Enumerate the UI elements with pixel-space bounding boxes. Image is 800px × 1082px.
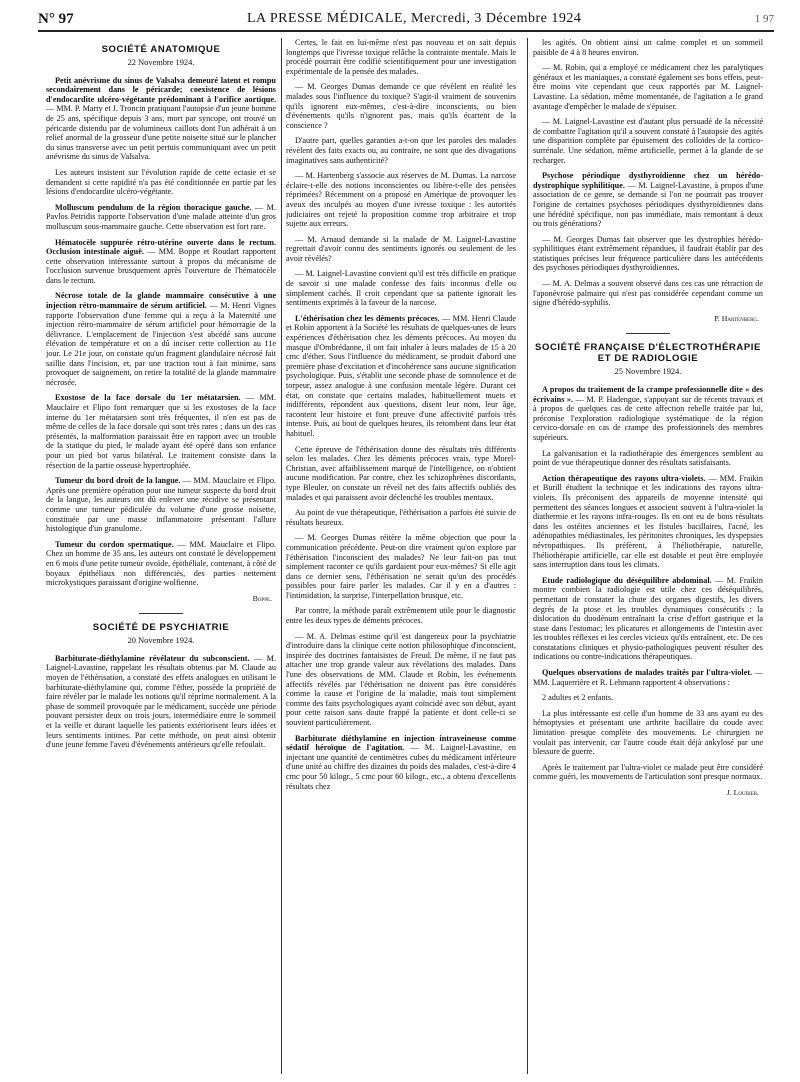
page-header <box>38 8 774 32</box>
paragraph: — M. Hartenberg s'associe aux réserves de M. Dumas. La narcose éclaire-t-elle des notions inconscientes ou libère-t-elle des pensées réprimées? Récemment on a proposé en Amérique de provoquer les aveux des inculpés au moyen d'une ivresse toxique : les autorités judiciaires ont rejeté la proposition comme trop arbitraire et trop sujette aux erreurs. <box>286 171 516 229</box>
issue-number: N° 97 <box>38 10 74 27</box>
paragraph: — M. Robin, qui a employé ce médicament chez les paralytiques généraux et les maniaques, a constaté également ses bons effets, peut-être moins vite cependant que ceux rapportés par M. Laignel-Lavastine. La sédation, même momentanée, de l'agitation a le grand avantage d'empêcher le malade de s'épuiser. <box>533 63 763 111</box>
section-separator <box>139 613 183 614</box>
article-body: — MM. Boppe et Roudart rapportent cette observation intéressante surtout à propos du mécanisme de l'occlusion survenue brusquement après l'ouverture de l'hématocèle dans le rectum. <box>46 247 276 285</box>
paragraph: Par contre, la méthode paraît extrêmement utile pour le diagnostic entre les deux types de déments précoces. <box>286 606 516 626</box>
article-title: A propos du traitement de la crampe professionnelle dite « des écrivains ». <box>533 385 763 404</box>
article-body: — M. Laignel-Lavastine, en injectant une quantité de centimètres cubes du médicament inférieure d'une unité au chiffre des dizaines du poids des malades, c'est-à-dire 4 cmc pour 50 kilogr., 5 cmc pour 60 kilogr., etc., a obtenu d'excellents résultats chez <box>286 743 516 791</box>
article <box>533 668 763 687</box>
session-date: 25 Novembre 1924. <box>614 367 682 377</box>
article-title: Petit anévrisme du sinus de Valsalva demeuré latent et rompu secondairement dans le péricarde; coexistence de lésions d'endocardite ulcéro-végétante prédominant à l'orifice aortique. <box>46 75 276 104</box>
paragraph: — M. Georges Dumas demande ce que révèlent en réalité les malades sous l'influence du toxique? S'agit-il vraiment de souvenirs qu'ils ignorent eux-mêmes, c'est-à-dire inconscients, ou bien d'événements qu'ils n'ignorent pas, mais qu'ils écartent de la conscience ? <box>286 82 516 130</box>
column-3 <box>533 38 763 1074</box>
article <box>46 540 276 588</box>
article-body: — MM. Fraikin et Burill étudient la technique et les indications des rayons ultra-violets. Ils préconisent des appareils de moyenne intensité qui permettent des séances longues et associent souvent à l'ultra-violet la diathermie et les rayons infra-rouges. Ils en ont eu de bons résultats dans les ostéites anciennes et les fistules bacillaires, l'acné, les adénopathies médiastinales, les péritonites chroniques, les dyspepsies névropathiques. Ils préfèrent, à l'héliothérapie, naturelle, l'héliothérapie artificielle, car elle est dosable et peut être employée sans interruption dans tous les climats. <box>533 473 763 570</box>
paragraph: — M. Arnaud demande si la malade de M. Laignel-Lavastine regrettait d'avoir connu des sentiments ignorés ou seulement de les avoir révélés? <box>286 234 516 263</box>
article <box>286 734 516 792</box>
signature: P. Hartenberg. <box>714 313 759 323</box>
paragraph: Au point de vue thérapeutique, l'éthérisation a parfois été suivie de résultats heureux. <box>286 508 516 527</box>
section-separator <box>626 333 670 334</box>
paragraph: — M. Laignel-Lavastine est d'autant plus persuadé de la nécessité de combattre l'agitation qu'il a souvent constaté à l'autopsie des agités une disparition complète par épuisement des colloïdes de la cortico-surrénale. Une sédation, même artificielle, permet à la glande de se recharger. <box>533 117 763 165</box>
paragraph: — M. Laignel-Lavastine convient qu'il est très difficile en pratique de savoir si une malade confesse des faits inconnus d'elle ou simplement cachés. Il croit cependant que sa patiente ignorait les sentiments exprimés à la faveur de la narcose. <box>286 269 516 308</box>
paragraph: La plus intéressante est celle d'un homme de 33 ans ayant eu des hémoptysies et présentant une arthrite bacillaire du coude avec limitation presque complète des mouvements. Le chirurgien ne voulait pas intervenir, car l'autre coude était déjà ankylosé par une blessure de guerre. <box>533 708 763 757</box>
article-title: Barbiturate diéthylamine en injection intraveineuse comme sédatif héroïque de l'agitation. <box>286 733 516 753</box>
article-body: — M. Fraikin montre combien la radiologie est utile chez ces déséquilibrés, permettant de constater la chute des organes digestifs, les divers degrés de la ptose et les troubles dynamiques consécutifs : la dislocation du duodénum entraînant la crise d'effort gastrique et la stase dans l'estomac; les plicatures et allongements de l'intestin avec les troubles réflexes et les cercles vicieux qu'ils entraînent, etc. De ces constatations cliniques et physio-pathologiques peuvent résulter des indications ou contre-indications thérapeutiques. <box>533 575 763 662</box>
article-title: Molluscum pendulum de la région thoracique gauche. <box>55 202 252 212</box>
signature: Boppe. <box>252 593 272 603</box>
article-title: Nécrose totale de la glande mammaire consécutive à une injection rétro-mammaire de sérum artificiel. <box>46 291 276 311</box>
article-title: Etude radiologique du déséquilibre abdominal. <box>542 575 712 585</box>
article-body: — M. Pavlos Petridis rapporte l'observation d'une malade atteinte d'un gros molluscum sous-mammaire gauche. Cette observation est fort rare. <box>46 202 276 231</box>
article-body: — MM. Laquerrière et R. Lehmann rapportent 4 observations : <box>533 668 763 687</box>
article-body: — M. Laignel-Lavastine, rappelant les résultats obtenus par M. Claude au moyen de l'éthérisation, a constaté des effets analogues en utilisant le barbiturate-diéthylamine qui, comme l'éther, possède la propriété de faire révéler par le malade les notions qu'il réprime normalement. A la phase de sommeil provoquée par le médicament, succède une période pouvant persister deux ou trois jours, intermédiaire entre le sommeil et la veille et durant laquelle les patients extériorisent leurs idées et leurs sentiments intimes. Par cette méthode, on peut ainsi obtenir d'une jeune femme l'aveu d'événements antérieurs qu'elle refoulait. <box>46 653 276 750</box>
article-body: — MM. Mauclaire et Flipo. Chez un homme de 35 ans, les auteurs ont constaté le développement en 6 mois d'une petite tumeur ovoïde, épithéliale, contenant, à côté de boyaux épithéliaux non différenciés, des parties nettement microkystiques paraissant d'origine wolfienne. <box>46 539 276 588</box>
article <box>46 238 276 286</box>
article-title: Action thérapeutique des rayons ultra-violets. <box>542 473 706 483</box>
article-title: Tumeur du bord droit de la langue. <box>55 476 181 486</box>
article-body: — M. P. Hadengue, s'appuyant sur de récents travaux et à propos de quelques cas de cette affection rebelle traitée par lui, préconise l'exploration radiologique systématique de la région cervico-dorsale en cas de crampe des professionnels des membres supérieurs. <box>533 394 763 442</box>
article <box>533 385 763 443</box>
page-number: 1 97 <box>754 13 774 25</box>
article <box>286 314 516 439</box>
article <box>46 203 276 232</box>
article-body: — MM. Mauclaire et Flipo. Après une première opération pour une tumeur suspecte du bord droit de la langue, les auteurs ont dû enlever une récidive se présentant comme une tumeur pédiculée du volume d'une grosse noisette, constituée par une masse inflammatoire présentant l'allure histologique d'un granulome. <box>46 476 276 534</box>
article <box>533 474 763 570</box>
paragraph: Certes, le fait en lui-même n'est pas nouveau et on sait depuis longtemps que l'ivresse toxique relâche la contrainte mentale. Mais le procédé pourrait être codifié scientifiquement pour une investigation expérimentale de la pensée des malades. <box>286 38 516 76</box>
paragraph: Cette épreuve de l'éthérisation donne des résultats très différents selon les malades. Chez les déments précoces vrais, type Morel-Christian, avec affaiblissement marqué de l'intelligence, on n'obtient aucune modification. Par contre, chez les schizophrènes discordants, type Bleuler, on constate un réveil net des faits affectifs oubliés des malades et qui paraissent avoir déclenché les troubles mentaux. <box>286 444 516 502</box>
column-1 <box>46 38 276 1074</box>
article-title: Tumeur du cordon spermatique. <box>55 539 174 549</box>
article-title: L'éthérisation chez les déments précoces. <box>295 313 440 323</box>
column-rule <box>281 38 282 1074</box>
paragraph: — M. A. Delmas estime qu'il est dangereux pour la psychiatrie d'introduire dans la clinique cette notion philosophique d'inconscient, inspirée des doctrines fantaisistes de Freud. De même, il ne faut pas attacher une trop grande valeur aux révélations des malades. Dans l'une des observations de MM. Claude et Robin, les événements affectifs révélés par l'éthérisation ne doivent pas être considérés comme la cause et l'origine de la maladie, mais tout simplement comme des faits psychologiques ayant coïncidé avec son début, ayant pour cette raison sans doute frappé la patiente et dont celle-ci se souvient particulièrement. <box>286 631 516 727</box>
article-title: Exostose de la face dorsale du 1er métatarsien. <box>55 393 241 403</box>
paragraph: les agités. On obtient ainsi un calme complet et un sommeil paisible de 4 à 8 heures environ. <box>533 38 763 57</box>
society-heading: SOCIÉTÉ ANATOMIQUE <box>101 44 221 55</box>
column-2 <box>286 38 516 1074</box>
article-title: Hématocèle suppurée rétro-utérine ouverte dans le rectum. Occlusion intestinale aiguë. <box>46 237 276 257</box>
article-body: — M. Henri Vignes rapporte l'observation d'une femme qui a reçu à la Maternité une injection rétro-mammaire de sérum artificiel pour hémorragie de la délivrance. L'emplacement de l'injection s'est abcédé sans aucune élévation de température et on a dû inciser cette collection au 11e jour. Le 21e jour, on constate qu'un fragment glandulaire nécrosé fait saillie dans l'incision, et, par une traction tout à fait minime, sans provoquer de saignement, on retire la totalité de la glande mammaire nécrosée. <box>46 301 276 387</box>
paragraph: 2 adultes et 2 enfants. <box>542 693 614 703</box>
article-title: Barbiturate-diéthylamine révélateur du subconscient. <box>55 653 250 663</box>
paragraph: Les auteurs insistent sur l'évolution rapide de cette ectasie et se demandent si cette rapidité n'a pas été conditionnée en partie par les lésions d'endocardite ulcéro-végétante. <box>46 167 276 197</box>
article <box>46 76 276 162</box>
signature: J. Loubier. <box>726 788 759 797</box>
article <box>533 171 763 229</box>
session-date: 20 Novembre 1924. <box>127 636 195 646</box>
article <box>46 291 276 387</box>
paragraph: Après le traitement par l'ultra-violet ce malade peut être considéré comme guéri, les mouvements de l'articulation sont presque normaux. <box>533 762 763 782</box>
session-date: 22 Novembre 1924. <box>127 58 195 67</box>
journal-title: LA PRESSE MÉDICALE, Mercredi, 3 Décembre 1924 <box>247 11 582 26</box>
article-body: — MM. P. Marty et J. Troncin pratiquant l'autopsie d'un jeune homme de 25 ans, spécifique depuis 3 ans, mort par syncope, ont trouvé un péricarde distendu par de volumineux caillots dont l'un adhérait à un relief anormal de la grosseur d'une petite noisette situé sur le plancher du sinus transverse avec un petit pertuis communiquant avec un petit anévrisme du sinus de Valsalva. <box>46 104 276 162</box>
article-body: — MM. Henri Claude et Robin apportent à la Société les résultats de quelques-unes de leurs expériences d'éthérisation chez les déments précoces. Au moyen du masque d'Ombrédanne, il ont fait inhaler à leurs malades de 15 à 20 cmc d'éther. Sous l'influence du médicament, se produit d'abord une première phase d'excitation et d'incohérence sans aucune signification psychologique. Puis, s'établit une seconde phase de somnolence et de torpeur, assez analogue à une confusion mentale légère. Durant cet état, on constate que certains malades, habituellement muets et indifférents, répondent aux questions, disent leur nom, leur âge, racontent leur histoire et font preuve d'une affectivité parfois très intense. Puis, au bout de quelques heures, ils retombent dans leur état habituel. <box>286 313 516 438</box>
article <box>533 576 763 662</box>
paragraph: D'autre part, quelles garanties a-t-on que les paroles des malades révèlent des faits exacts ou, au contraire, ne sont que des divagations imaginatives sans authenticité? <box>286 136 516 165</box>
article <box>46 393 276 470</box>
article-body: — MM. Mauclaire et Flipo font remarquer que si les exostoses de la face interne du 1er métatarsien sont très fréquentes, il n'en est pas de même de celles de la face dorsale qui sont très rares ; dans un des cas présentés, la malformation paraissait être en rapport avec un trouble de la statique du pied, le malade ayant été opéré dans son enfance pour un pied bot varus bilatéral. Le traitement consiste dans la résection de la partie osseuse hypertrophiée. <box>46 393 276 470</box>
paragraph: — M. Georges Dumas fait observer que les dystrophies hérédo-syphilitiques étant extrêmement répandues, il faudrait établir par des statistiques précises leur fréquence particulière dans les antécédents des psychoses périodiques dysthyroïdiennes. <box>533 234 763 273</box>
paragraph: — M. Georges Dumas réitère la même objection que pour la communication précédente. Peut-on dire vraiment qu'on explore par l'éthérisation l'inconscient des malades? Ne leur fait-on pas tout simplement raconter ce qu'ils gardaient pour eux-mêmes? Si elle agit dans ce dernier sens, l'éthérisation ne serait qu'un des procédés possibles pour faire parler les malades. Car il y en a d'autres : l'intimidation, la surprise, l'interpellation brusque, etc. <box>286 533 516 600</box>
article-title: Psychose périodique dysthyroïdienne chez un hérédo-dystrophique syphilitique. <box>533 171 763 190</box>
society-heading: SOCIÉTÉ DE PSYCHIATRIE <box>92 622 230 634</box>
article <box>46 476 276 534</box>
article <box>46 654 276 750</box>
paragraph: — M. A. Delmas a souvent observé dans ces cas une rétraction de l'aponévrose palmaire qui n'est pas considérée cependant comme un signe d'hérédo-syphilis. <box>533 279 763 308</box>
article-body: — M. Laignel-Lavastine, à propos d'une association de ce genre, se demande si l'on ne pourrait pas trouver l'origine de certaines psychoses périodiques dysthyroïdiennes dans une hérédité spécifique, non pas immédiate, mais remontant à deux ou trois générations? <box>533 180 763 229</box>
paragraph: La galvanisation et la radiothérapie des émergences semblent au point de vue thérapeutique donner des résultats satisfaisants. <box>533 448 763 468</box>
article-title: Quelques observations de malades traités par l'ultra-violet. <box>542 668 753 678</box>
society-heading: SOCIÉTÉ FRANÇAISE D'ÉLECTROTHÉRAPIE ET DE RADIOLOGIE <box>535 342 761 365</box>
column-rule <box>527 38 528 1074</box>
